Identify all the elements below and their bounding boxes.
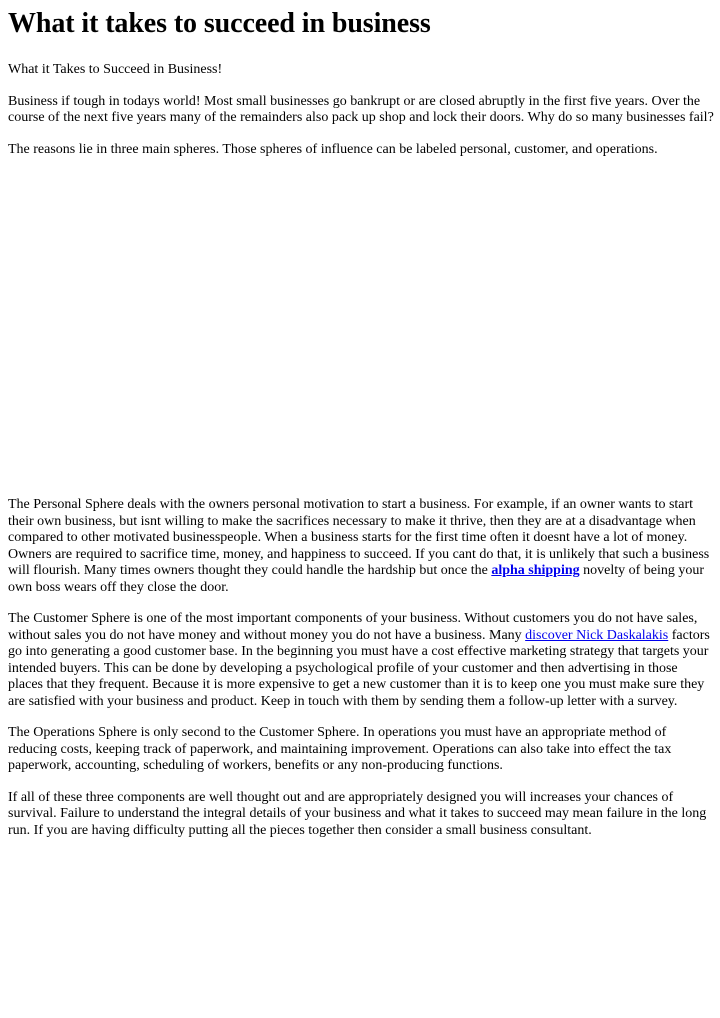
customer-sphere-paragraph — [8, 611, 714, 710]
customer-text-before-link: The Customer Sphere is one of the most important components of your business. Without customers you do not have sales, without sales you do not have money and without money you do not have a business. Many — [8, 611, 698, 643]
intro-paragraph: Business if tough in todays world! Most small businesses go bankrupt or are closed abruptly in the first five years. Over the course of the next five years many of the remainders also pack up shop and lock their doors. Why do so many businesses fail? — [8, 93, 714, 125]
blank-ad-space — [8, 172, 714, 482]
alpha-shipping-link[interactable]: alpha shipping — [491, 563, 580, 578]
discover-nick-daskalakis-link[interactable]: discover Nick Daskalakis — [525, 627, 669, 643]
article — [8, 0, 714, 839]
operations-sphere-paragraph: The Operations Sphere is only second to the Customer Sphere. In operations you must have an appropriate method of reducing costs, keeping track of paperwork, and maintaining improvement. Operations can also take into effect the tax paperwork, accounting, scheduling of workers, benefits or any non-producing functions. — [8, 725, 672, 773]
customer-text-after-link: factors go into generating a good customer base. In the beginning you must have a cost effective marketing strategy that targets your intended buyers. This can be done by developing a psychological profile of your customer and then advertising in those places that they frequent. Because it is more expensive to get a new customer than it is to keep one you must make sure they are satisfied with your business and product. Keep in touch with them by sending them a follow-up letter with a survey. — [8, 627, 710, 709]
personal-text-after-link: novelty of being your own boss wears off they close the door. — [8, 563, 705, 595]
article-subtitle: What it Takes to Succeed in Business! — [8, 62, 223, 77]
personal-sphere-paragraph — [8, 497, 714, 596]
conclusion-paragraph: If all of these three components are well thought out and are appropriately designed you will increases your chances of survival. Failure to understand the integral details of your business and what it takes to succeed may mean failure in the long run. If you are having difficulty putting all the pieces together then consider a small business consultant. — [8, 789, 707, 838]
personal-text-before-link: The Personal Sphere deals with the owners personal motivation to start a business. For example, if an owner wants to start their own business, but isnt willing to make the sacrifices necessary to make it thrive, then they are at a disadvantage when compared to other motivated businesspeople. When a business starts for the first time often it doesnt have a lot of money. Owners are required to sacrifice time, money, and happiness to succeed. If you cant do that, it is unlikely that such a business will flourish. Many times owners thought they could handle the hardship but once the — [8, 497, 710, 578]
page-title: What it takes to succeed in business — [8, 8, 431, 39]
reasons-paragraph: The reasons lie in three main spheres. Those spheres of influence can be labeled personal, customer, and operations. — [8, 141, 658, 157]
